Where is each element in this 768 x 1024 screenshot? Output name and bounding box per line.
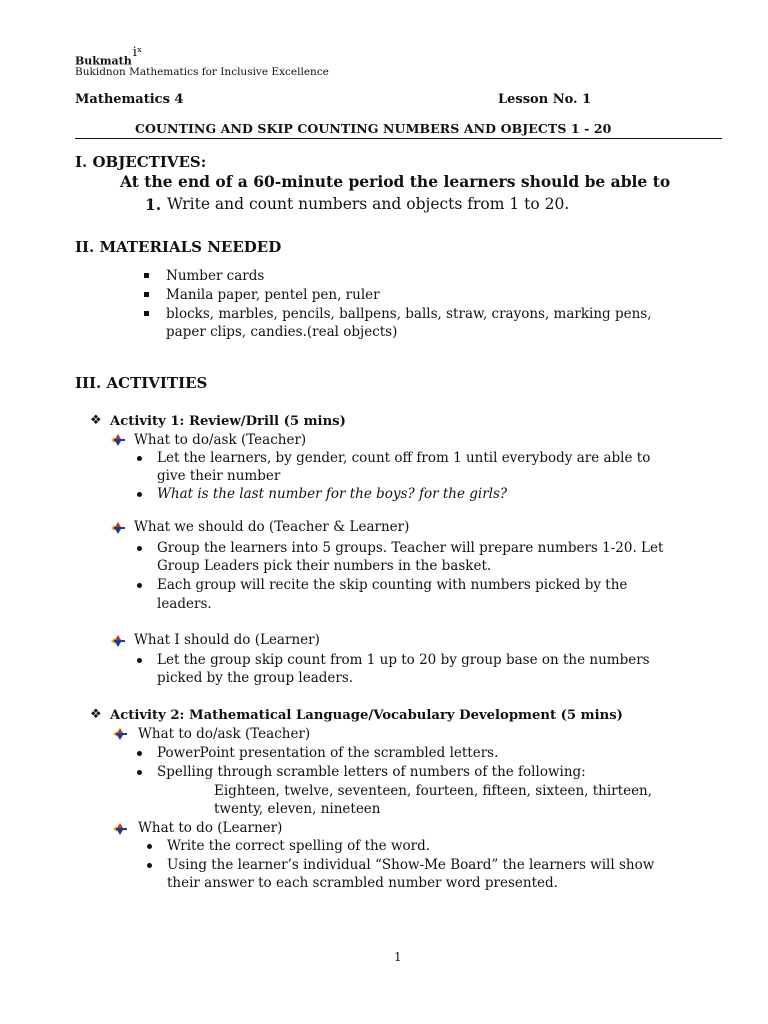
a2-teacher-item: PowerPoint presentation of the scrambled letters.: [157, 745, 499, 761]
a1-joint-item: Each group will recite the skip counting with numbers picked by the: [157, 577, 628, 593]
brand-mark: iˣ: [132, 45, 143, 60]
a2-teacher-label: What to do/ask (Teacher): [138, 726, 311, 742]
diamond-bullet-icon: ❖: [90, 413, 102, 428]
a1-learner-item-cont: picked by the group leaders.: [157, 670, 354, 686]
bullet-dot-icon: [147, 844, 152, 849]
material-item: Manila paper, pentel pen, ruler: [166, 287, 380, 303]
arrow-bullet-icon: [111, 434, 125, 446]
a1-joint-item: Group the learners into 5 groups. Teacher will prepare numbers 1-20. Let: [157, 540, 664, 556]
bullet-dot-icon: [137, 546, 142, 551]
activity-1-title: Activity 1: Review/Drill (5 mins): [110, 414, 346, 429]
activity-2-title: Activity 2: Mathematical Language/Vocabulary Development (5 mins): [110, 708, 623, 723]
activities-heading: III. ACTIVITIES: [75, 374, 208, 392]
material-item: blocks, marbles, pencils, ballpens, balls, straw, crayons, marking pens,: [166, 306, 652, 322]
bullet-dot-icon: [147, 863, 152, 868]
a2-learner-label: What to do (Learner): [138, 820, 283, 836]
a1-learner-label: What I should do (Learner): [134, 632, 320, 648]
a1-teacher-item-cont: give their number: [157, 468, 281, 484]
bullet-dot-icon: [137, 456, 142, 461]
objectives-lead: At the end of a 60-minute period the learners should be able to: [120, 172, 671, 191]
a1-teacher-item: Let the learners, by gender, count off from 1 until everybody are able to: [157, 450, 651, 466]
a1-teacher-question: What is the last number for the boys? for the girls?: [157, 486, 508, 502]
arrow-bullet-icon: [113, 823, 127, 835]
a1-joint-label: What we should do (Teacher & Learner): [134, 519, 410, 535]
objective-number: 1.: [145, 195, 162, 214]
lesson-number: Lesson No. 1: [498, 92, 592, 107]
a1-teacher-label: What to do/ask (Teacher): [134, 432, 307, 448]
a2-word-list: Eighteen, twelve, seventeen, fourteen, fifteen, sixteen, thirteen,: [214, 783, 653, 799]
objectives-heading: I. OBJECTIVES:: [75, 153, 207, 171]
arrow-bullet-icon: [111, 635, 125, 647]
bullet-square-icon: [144, 273, 149, 278]
a2-learner-item: Write the correct spelling of the word.: [167, 838, 431, 854]
a2-learner-item: Using the learner’s individual “Show-Me Board” the learners will show: [167, 857, 655, 873]
title-divider: [75, 138, 722, 139]
bullet-square-icon: [144, 311, 149, 316]
material-item: Number cards: [166, 268, 265, 284]
a1-joint-item-cont: leaders.: [157, 596, 212, 612]
subject-label: Mathematics 4: [75, 92, 184, 107]
a2-word-list-cont: twenty, eleven, nineteen: [214, 801, 381, 817]
a1-joint-item-cont: Group Leaders pick their numbers in the basket.: [157, 558, 492, 574]
arrow-bullet-icon: [111, 522, 125, 534]
bullet-dot-icon: [137, 751, 142, 756]
arrow-bullet-icon: [113, 728, 127, 740]
brand-name: Bukmath$^{iˣ}$: [75, 45, 143, 68]
bullet-square-icon: [144, 292, 149, 297]
a2-learner-item-cont: their answer to each scrambled number word presented.: [167, 875, 558, 891]
objective-text: Write and count numbers and objects from 1 to 20.: [167, 195, 570, 213]
bullet-dot-icon: [137, 492, 142, 497]
bullet-dot-icon: [137, 658, 142, 663]
material-item-continued: paper clips, candies.(real objects): [166, 324, 398, 340]
page-number: 1: [394, 950, 402, 964]
brand-subtitle: Bukidnon Mathematics for Inclusive Excellence: [75, 66, 329, 78]
a1-learner-item: Let the group skip count from 1 up to 20 by group base on the numbers: [157, 652, 650, 668]
bullet-dot-icon: [137, 583, 142, 588]
diamond-bullet-icon: ❖: [90, 707, 102, 722]
materials-heading: II. MATERIALS NEEDED: [75, 238, 282, 256]
a2-teacher-item: Spelling through scramble letters of numbers of the following:: [157, 764, 586, 780]
lesson-title: COUNTING AND SKIP COUNTING NUMBERS AND OBJECTS 1 - 20: [135, 121, 612, 136]
bullet-dot-icon: [137, 770, 142, 775]
